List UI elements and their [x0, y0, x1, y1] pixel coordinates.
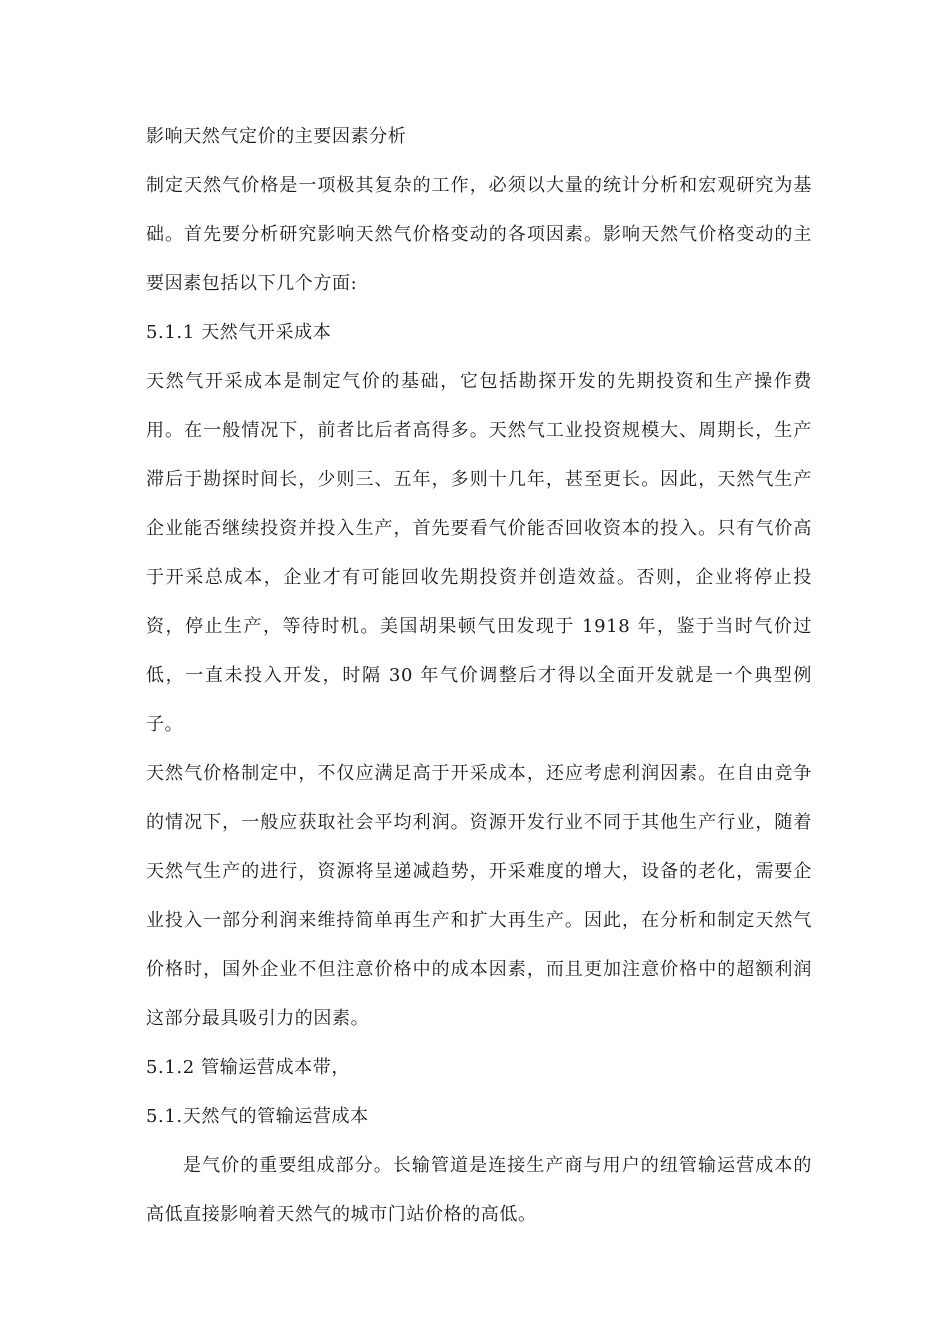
intro-paragraph: 制定天然气价格是一项极其复杂的工作，必须以大量的统计分析和宏观研究为基础。首先要分析研究影响天然气价格变动的各项因素。影响天然气价格变动的主要因素包括以下几个方面: — [146, 175, 812, 294]
document-body — [146, 112, 812, 1239]
section-heading-5-1-2: 5.1.2 管输运营成本带， — [146, 1057, 350, 1078]
section-5-1-1-paragraph-1: 天然气开采成本是制定气价的基础，它包括勘探开发的先期投资和生产操作费用。在一般情况下，前者比后者高得多。天然气工业投资规模大、周期长，生产滞后于勘探时间长，少则三、五年，多则十几年，甚至更长。因此，天然气生产企业能否继续投资并投入生产，首先要看气价能否回收资本的投入。只有气价高于开采总成本，企业才有可能回收先期投资并创造效益。否则，企业将停止投资，停止生产，等待时机。美国胡果顿气田发现于 1918 年，鉴于当时气价过低，一直未投入开发，时隔 30 年气价调整后才得以全面开发就是一个典型例子。 — [146, 371, 812, 735]
section-subheading: 5.1.天然气的管输运营成本 — [146, 1106, 369, 1127]
document-title: 影响天然气定价的主要因素分析 — [146, 126, 407, 147]
section-5-1-2-paragraph-1: 是气价的重要组成部分。长输管道是连接生产商与用户的纽管输运营成本的高低直接影响着天然气的城市门站价格的高低。 — [146, 1155, 812, 1225]
section-heading-5-1-1: 5.1.1 天然气开采成本 — [146, 322, 332, 343]
section-5-1-1-paragraph-2: 天然气价格制定中，不仅应满足高于开采成本，还应考虑利润因素。在自由竞争的情况下，一般应获取社会平均利润。资源开发行业不同于其他生产行业，随着天然气生产的进行，资源将呈递减趋势，开采难度的增大，设备的老化，需要企业投入一部分利润来维持简单再生产和扩大再生产。因此，在分析和制定天然气价格时，国外企业不但注意价格中的成本因素，而且更加注意价格中的超额利润这部分最具吸引力的因素。 — [146, 763, 812, 1029]
